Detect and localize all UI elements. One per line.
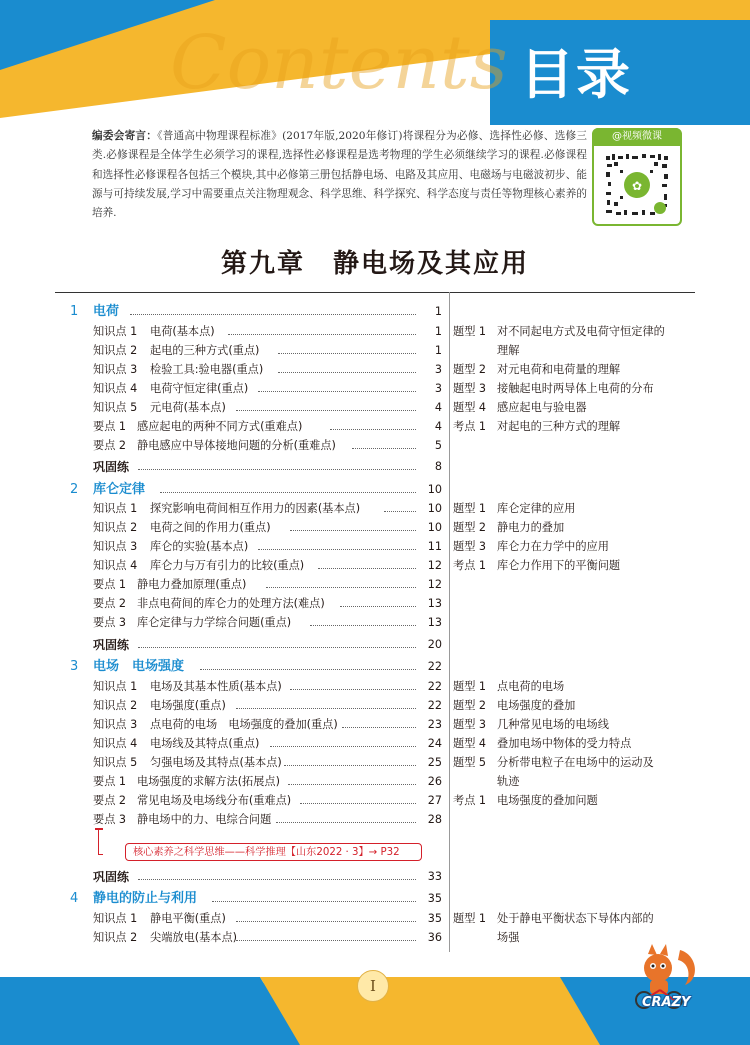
- toc-top-rule: [55, 292, 695, 293]
- toc-entry[interactable]: [0, 734, 750, 754]
- page-number: 36: [427, 931, 442, 944]
- entry-label: 知识点 5: [93, 756, 138, 769]
- toc-section[interactable]: [0, 480, 750, 500]
- page-number: 22: [427, 680, 442, 693]
- entry-text: 电场线及其特点(重点): [150, 737, 260, 750]
- right-label: 题型 1: [453, 502, 487, 515]
- right-label: 题型 3: [453, 540, 487, 553]
- right-text: 叠加电场中物体的受力特点: [497, 737, 632, 750]
- leader-dots: [236, 921, 416, 922]
- entry-text: 静电平衡(重点): [150, 912, 226, 925]
- right-text: 感应起电与验电器: [497, 401, 587, 414]
- entry-text: 静电感应中导体接地问题的分析(重难点): [137, 439, 336, 452]
- right-label: 考点 1: [453, 420, 487, 433]
- page-number: 22: [427, 660, 442, 673]
- callout-connector: [98, 829, 103, 855]
- page-number: 1: [434, 325, 442, 338]
- entry-text: 尖端放电(基本点): [150, 931, 238, 944]
- toc-consolidation[interactable]: [0, 635, 750, 655]
- page-number: 4: [434, 401, 442, 414]
- leader-dots: [342, 727, 416, 728]
- right-label: 题型 4: [453, 401, 487, 414]
- toc-entry[interactable]: [0, 909, 750, 929]
- right-text: 处于静电平衡状态下导体内部的: [497, 912, 654, 925]
- right-label: 题型 4: [453, 737, 487, 750]
- page-number: 20: [427, 638, 442, 651]
- leader-dots: [266, 587, 416, 588]
- right-text: 库仑定律的应用: [497, 502, 576, 515]
- right-label: 题型 3: [453, 718, 487, 731]
- toc-entry[interactable]: [0, 753, 750, 773]
- page-number: 25: [427, 756, 442, 769]
- toc-entry[interactable]: [0, 594, 750, 614]
- right-text: 对不同起电方式及电荷守恒定律的: [497, 325, 665, 338]
- section-title: 电荷: [93, 304, 120, 319]
- leader-dots: [212, 901, 416, 902]
- page-number: 26: [427, 775, 442, 788]
- entry-label: 要点 2: [93, 794, 127, 807]
- entry-text: 起电的三种方式(重点): [150, 344, 260, 357]
- entry-text: 常见电场及电场线分布(重难点): [137, 794, 292, 807]
- page-number: 35: [427, 892, 442, 905]
- intro-text: 《普通高中物理课程标准》(2017年版,2020年修订)将课程分为必修、选择性必修、选修三类.必修课程是全体学生必须学习的课程,选择性必修课程是选考物理的学生必须继续学习的课程.必修课程和选择性必修课程各包括三个模块,其中必修第三册包括静电场、电路及其应用、电磁场与电磁波初步、能源与可持续发展,学习中需要重点关注物理观念、科学思维、科学探究、科学态度与责任等物理核心素养的培养.: [92, 130, 587, 220]
- right-text: 电场强度的叠加问题: [497, 794, 598, 807]
- entry-text: 电荷(基本点): [150, 325, 215, 338]
- toc-entry[interactable]: [0, 499, 750, 519]
- toc-entry[interactable]: [0, 715, 750, 735]
- consolidation-title: 巩固练: [93, 870, 130, 884]
- toc-section[interactable]: [0, 302, 750, 322]
- leader-dots: [228, 334, 416, 335]
- entry-label: 要点 3: [93, 616, 127, 629]
- toc-entry[interactable]: [0, 613, 750, 633]
- entry-label: 知识点 2: [93, 699, 138, 712]
- leader-dots: [340, 606, 416, 607]
- svg-text:✿: ✿: [631, 179, 643, 193]
- right-label: 考点 1: [453, 559, 487, 572]
- right-label: 题型 1: [453, 325, 487, 338]
- leader-dots: [236, 940, 416, 941]
- toc-entry[interactable]: [0, 379, 750, 399]
- right-label: 题型 2: [453, 699, 487, 712]
- leader-dots: [384, 511, 416, 512]
- entry-text: 电荷守恒定律(重点): [150, 382, 249, 395]
- entry-label: 知识点 3: [93, 540, 138, 553]
- leader-dots: [130, 314, 416, 315]
- entry-label: 知识点 2: [93, 521, 138, 534]
- toc-entry[interactable]: [0, 556, 750, 576]
- crazy-logo-text: CRAZY: [642, 995, 691, 1010]
- leader-dots: [270, 746, 416, 747]
- toc-entry[interactable]: [0, 417, 750, 437]
- toc-entry[interactable]: [0, 341, 750, 361]
- entry-label: 知识点 4: [93, 559, 138, 572]
- entry-label: 要点 1: [93, 578, 127, 591]
- section-number: 3: [70, 659, 79, 674]
- right-text: 库仑力作用下的平衡问题: [497, 559, 621, 572]
- toc-entry[interactable]: [0, 322, 750, 342]
- leader-dots: [288, 784, 416, 785]
- toc-consolidation[interactable]: [0, 457, 750, 477]
- page-number: 12: [427, 578, 442, 591]
- entry-label: 知识点 2: [93, 931, 138, 944]
- right-text: 接触起电时两导体上电荷的分布: [497, 382, 654, 395]
- leader-dots: [138, 647, 416, 648]
- leader-dots: [160, 492, 416, 493]
- entry-text: 探究影响电荷间相互作用力的因素(基本点): [150, 502, 361, 515]
- toc-entry[interactable]: [0, 518, 750, 538]
- video-lesson-label: @视频微课: [594, 128, 680, 146]
- leader-dots: [318, 568, 416, 569]
- toc-entry[interactable]: [0, 575, 750, 595]
- entry-label: 知识点 3: [93, 363, 138, 376]
- page-number: 1: [434, 305, 442, 318]
- leader-dots: [284, 765, 416, 766]
- page-number: 5: [434, 439, 442, 452]
- right-text: 电场强度的叠加: [497, 699, 576, 712]
- right-text: 场强: [497, 931, 520, 944]
- toc-entry[interactable]: [0, 791, 750, 811]
- contents-watermark: Contents: [170, 20, 508, 106]
- leader-dots: [290, 689, 416, 690]
- right-text: 轨迹: [497, 775, 520, 788]
- page-number: 27: [427, 794, 442, 807]
- right-text: 点电荷的电场: [497, 680, 565, 693]
- page-number: 4: [434, 420, 442, 433]
- page-number: 23: [427, 718, 442, 731]
- entry-label: 知识点 1: [93, 680, 138, 693]
- qr-code-icon: [604, 152, 670, 218]
- entry-text: 电场及其基本性质(基本点): [150, 680, 282, 693]
- entry-label: 要点 1: [93, 420, 127, 433]
- entry-text: 库仑定律与力学综合问题(重点): [137, 616, 292, 629]
- consolidation-title: 巩固练: [93, 638, 130, 652]
- right-label: 题型 2: [453, 521, 487, 534]
- page-number: 12: [427, 559, 442, 572]
- entry-label: 知识点 4: [93, 382, 138, 395]
- entry-text: 电场强度(重点): [150, 699, 226, 712]
- entry-label: 知识点 3: [93, 718, 138, 731]
- leader-dots: [310, 625, 416, 626]
- chapter-title: 第九章 静电场及其应用: [220, 249, 529, 279]
- right-label: 题型 1: [453, 912, 487, 925]
- page-number: 24: [427, 737, 442, 750]
- right-text: 对起电的三种方式的理解: [497, 420, 621, 433]
- entry-label: 要点 2: [93, 597, 127, 610]
- entry-label: 知识点 5: [93, 401, 138, 414]
- toc-section[interactable]: [0, 657, 750, 677]
- entry-text: 点电荷的电场 电场强度的叠加(重点): [150, 718, 338, 731]
- entry-text: 感应起电的两种不同方式(重难点): [137, 420, 303, 433]
- leader-dots: [276, 822, 416, 823]
- toc-entry[interactable]: [0, 398, 750, 418]
- section-title: 电场 电场强度: [93, 659, 185, 674]
- header-banner: [0, 0, 750, 125]
- toc-section[interactable]: [0, 889, 750, 909]
- core-literacy-callout[interactable]: 核心素养之科学思维——科学推理【山东2022 · 3】→ P32: [125, 843, 422, 861]
- entry-label: 要点 1: [93, 775, 127, 788]
- toc-entry[interactable]: [0, 696, 750, 716]
- leader-dots: [278, 372, 416, 373]
- entry-text: 电荷之间的作用力(重点): [150, 521, 271, 534]
- page-number: 13: [427, 616, 442, 629]
- page-number-badge: I: [357, 970, 389, 1002]
- entry-text: 静电场中的力、电综合问题: [137, 813, 272, 826]
- leader-dots: [330, 429, 416, 430]
- page-number: 1: [434, 344, 442, 357]
- toc-entry[interactable]: [0, 677, 750, 697]
- leader-dots: [258, 391, 416, 392]
- intro-lead: 编委会寄言：: [92, 130, 158, 142]
- entry-label: 知识点 4: [93, 737, 138, 750]
- leader-dots: [138, 469, 416, 470]
- right-label: 题型 1: [453, 680, 487, 693]
- page-number: 11: [427, 540, 442, 553]
- consolidation-title: 巩固练: [93, 460, 130, 474]
- entry-label: 要点 3: [93, 813, 127, 826]
- section-number: 1: [70, 304, 79, 319]
- entry-text: 匀强电场及其特点(基本点): [150, 756, 282, 769]
- section-title: 静电的防止与利用: [93, 891, 198, 906]
- section-number: 2: [70, 482, 79, 497]
- right-label: 题型 3: [453, 382, 487, 395]
- right-text: 理解: [497, 344, 520, 357]
- right-text: 几种常见电场的电场线: [497, 718, 609, 731]
- page-title: 目录: [520, 43, 632, 106]
- entry-label: 知识点 1: [93, 912, 138, 925]
- page-number: 3: [434, 382, 442, 395]
- leader-dots: [278, 353, 416, 354]
- entry-label: 知识点 2: [93, 344, 138, 357]
- page-number: 22: [427, 699, 442, 712]
- leader-dots: [200, 669, 416, 670]
- toc-entry[interactable]: [0, 810, 750, 830]
- entry-text: 元电荷(基本点): [150, 401, 226, 414]
- right-label: 考点 1: [453, 794, 487, 807]
- entry-label: 知识点 1: [93, 325, 138, 338]
- page-number: 28: [427, 813, 442, 826]
- right-text: 对元电荷和电荷量的理解: [497, 363, 621, 376]
- leader-dots: [352, 448, 416, 449]
- page-number: 10: [427, 483, 442, 496]
- toc-entry[interactable]: [0, 436, 750, 456]
- entry-text: 电场强度的求解方法(拓展点): [137, 775, 280, 788]
- toc-entry[interactable]: [0, 360, 750, 380]
- leader-dots: [236, 708, 416, 709]
- section-number: 4: [70, 891, 79, 906]
- right-label: 题型 2: [453, 363, 487, 376]
- leader-dots: [138, 879, 416, 880]
- entry-text: 库仑的实验(基本点): [150, 540, 249, 553]
- entry-text: 静电力叠加原理(重点): [137, 578, 247, 591]
- leader-dots: [258, 549, 416, 550]
- page-number: 10: [427, 502, 442, 515]
- leader-dots: [236, 410, 416, 411]
- right-text: 分析带电粒子在电场中的运动及: [497, 756, 654, 769]
- page-number: 3: [434, 363, 442, 376]
- toc-entry[interactable]: [0, 772, 750, 792]
- right-text: 静电力的叠加: [497, 521, 565, 534]
- right-label: 题型 5: [453, 756, 487, 769]
- entry-text: 库仑力与万有引力的比较(重点): [150, 559, 305, 572]
- right-text: 库仑力在力学中的应用: [497, 540, 609, 553]
- entry-text: 检验工具:验电器(重点): [150, 363, 264, 376]
- toc-consolidation[interactable]: [0, 867, 750, 887]
- intro-paragraph: [92, 127, 587, 223]
- entry-label: 要点 2: [93, 439, 127, 452]
- toc-entry[interactable]: [0, 537, 750, 557]
- page-number: 13: [427, 597, 442, 610]
- page-number: 35: [427, 912, 442, 925]
- leader-dots: [300, 803, 416, 804]
- entry-text: 非点电荷间的库仑力的处理方法(难点): [137, 597, 325, 610]
- leader-dots: [290, 530, 416, 531]
- qr-code-card[interactable]: [592, 128, 682, 226]
- entry-label: 知识点 1: [93, 502, 138, 515]
- section-title: 库仑定律: [93, 482, 146, 497]
- page-number: 8: [434, 460, 442, 473]
- page-number: 33: [427, 870, 442, 883]
- page-number: 10: [427, 521, 442, 534]
